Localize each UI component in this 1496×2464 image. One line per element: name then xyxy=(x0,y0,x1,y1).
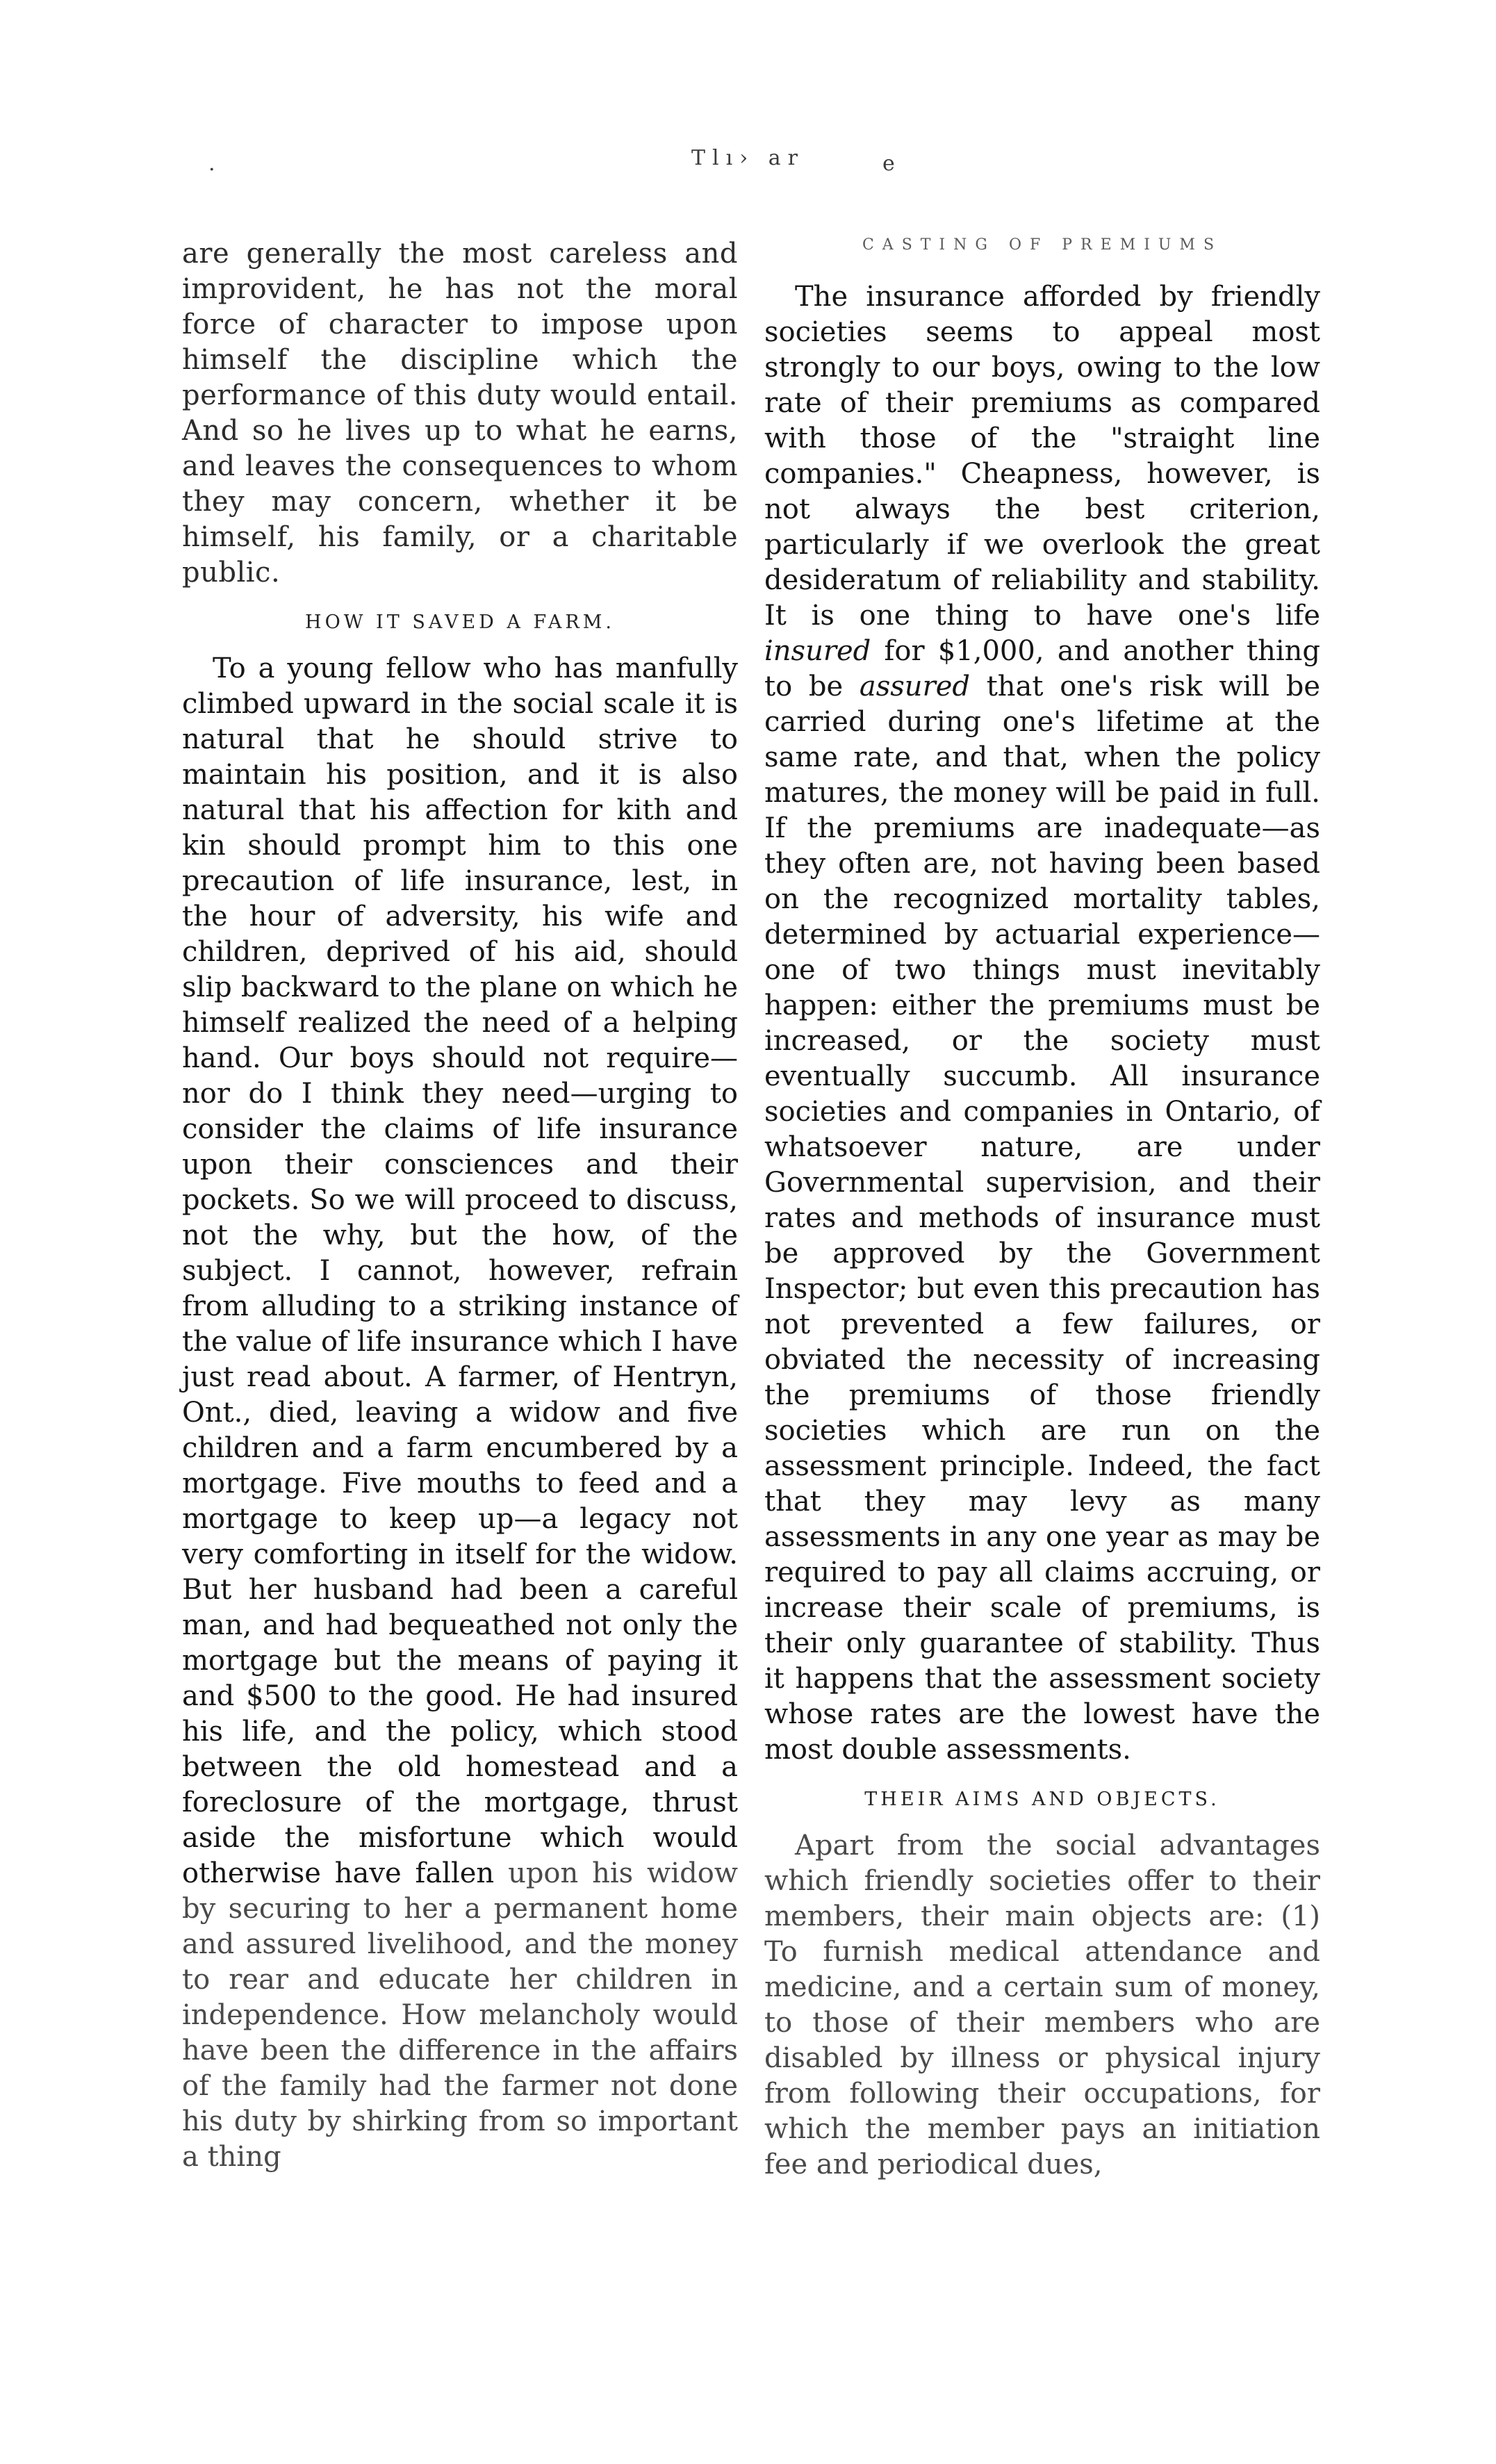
saved-farm-text-part1: To a young fellow who has manfully climbed upward in the social scale it is natural that he should strive to maintain his position, and it is also natural that his affection for kith and kin should prompt him to this one precaution of life insurance, lest, in the hour of adversity, his wife and children, deprived of his aid, should slip backward to the plane on which he himself realized the need of a helping hand. Our boys should not require—nor do I think they need—urging to consider the claims of life insurance upon their consciences and their pockets. So we will proceed to discuss, not the why, but the how, of the subject. I cannot, however, refrain from alluding to a striking instance of the value of life insurance which I have just read about. A farmer, of Hentryn, Ont., died, leaving a widow and five children and a farm encumbered by a mortgage. Five mouths to feed and a mortgage to keep up—a legacy not very comforting in itself for the widow. But her husband had been a careful man, and had bequeathed not only the mortgage but the means of paying it and $500 to the good. He had insured his life, and the policy, which stood between the old homestead and a foreclosure of the mortgage, thrust aside the misfortune which would otherwise have fallen xyxy=(182,652,738,1889)
premiums-text-a: The insurance afforded by friendly societies seems to appeal most strongly to our boys, owing to the low rate of their premiums as compared with those of the "straight line companies." Cheapness, however, is not always the best criterion, particularly if we overlook the great desideratum of reliability and stability. It is one thing to have one's life xyxy=(764,281,1320,632)
premiums-text-c: that one's risk will be carried during one's lifetime at the same rate, and that, when the policy matures, the money will be paid in full. If the premiums are inadequate—as they often are, not having been based on the recognized mortality tables, determined by actuarial experience—one of two things must inevitably happen: either the premiums must be increased, or the society must eventually succumb. All insurance societies and companies in Ontario, of whatsoever nature, are under Governmental supervision, and their rates and methods of insurance must be approved by the Government Inspector; but even this precaution has not prevented a few failures, or obviated the necessity of increasing the premiums of those friendly societies which are run on the assessment principle. Indeed, the fact that they may levy as many assessments in any one year as may be required to pay all claims accruing, or increase their scale of premiums, is their only guarantee of stability. Thus it happens that the assessment society whose rates are the lowest have the most double assessments. xyxy=(764,671,1320,1766)
header-right-mark: e xyxy=(882,151,902,176)
assured-word: assured xyxy=(859,671,970,703)
section-heading-premiums: CASTING OF PREMIUMS xyxy=(862,236,1223,254)
header-title: Tlı› ar xyxy=(691,146,805,170)
section-heading-aims: THEIR AIMS AND OBJECTS. xyxy=(864,1789,1220,1810)
insured-word: insured xyxy=(764,635,871,667)
premiums-paragraph xyxy=(764,279,1320,1768)
intro-paragraph: are generally the most careless and improvident, he has not the moral force of character to impose upon himself the discipline which the performance of this duty would entail. And so he lives up to what he earns, and leaves the consequences to whom they may concern, whether it be himself, his family, or a charitable public. xyxy=(182,238,738,589)
left-column xyxy=(182,236,738,2175)
saved-farm-paragraph xyxy=(182,651,738,2175)
header-left-mark: . xyxy=(208,151,222,176)
running-header xyxy=(0,146,1496,188)
right-column xyxy=(764,236,1320,2183)
premiums-text-b: for $1,000, and another thing to be xyxy=(764,635,1320,703)
saved-farm-text-part2: upon his widow by securing to her a permanent home and assured livelihood, and the money to rear and educate her children in independence. How melancholy would have been the difference in the affairs of the family had the farmer not done his duty by shirking from so important a thing xyxy=(182,1857,739,2173)
section-heading-saved-farm: HOW IT SAVED A FARM. xyxy=(305,611,615,633)
aims-paragraph: Apart from the social advantages which friendly societies offer to their members, their main objects are: (1) To furnish medical attendance and medicine, and a certain sum of money, to those of their members who are disabled by illness or physical injury from following their occupations, for which the member pays an initiation fee and periodical dues, xyxy=(764,1830,1320,2180)
